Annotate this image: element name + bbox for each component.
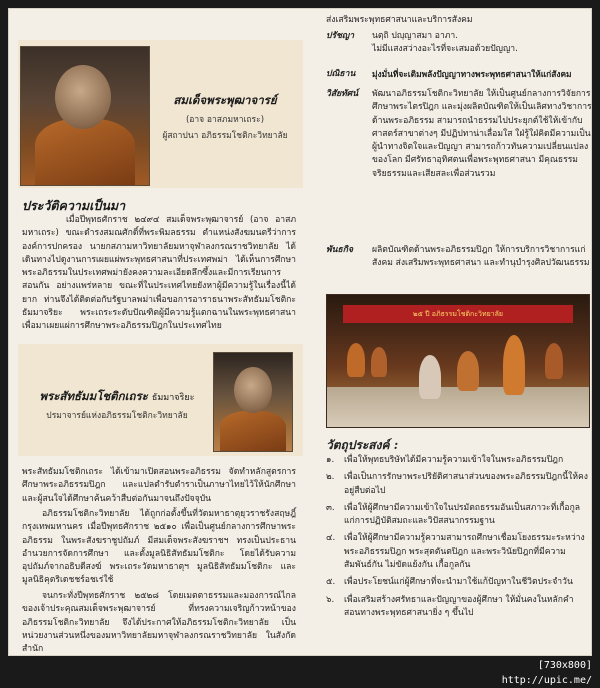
ceremony-photo [326,294,590,428]
vision-text: พัฒนาอภิธรรมโชติกะวิทยาลัย ให้เป็นศูนย์กลางการวิจัยการศึกษาพระไตรปิฎก และมุ่งผลิตบัณฑิตให้เป็นเลิศทางวิชาการด้านพระอภิธรรม สามารถนำธรรมไปประยุกต์ใช้ให้เข้ากับศาสตร์สาขาต่างๆ มีปฏิปทาน่าเลื่อมใส ใฝ่รู้ใฝ่คิดมีความเป็นผู้นำทางจิตใจและปัญญา สามารถก้าวทันความเปลี่ยนแปลงของโลก มีศรัทธาอุทิศตนเพื่อพระพุทธศาสนา มีคุณธรรมจริยธรรมและเสียสละเพื่อส่วนรวม [372,88,592,181]
mission-row [326,244,592,274]
vision-row [326,88,592,228]
founder-name: สมเด็จพระพุฒาจารย์ [150,92,300,110]
left-column [8,8,308,656]
history-paragraph-3: อภิธรรมโชติกะวิทยาลัย ได้ถูกก่อตั้งขึ้นที่วัดมหาธาตุยุวราชรังสฤษฎิ์ กรุงเทพมหานคร เมื่อปีพุทธศักราช ๒๕๑๐ เพื่อเป็นศูนย์กลางการศึกษาพระอภิธรรม ในพระสังฆราชูปถัมภ์ มีสมเด็จพระสังฆราชฯ ทรงเป็นประธานอำนวยการจัดการศึกษา และตั้งมูลนิธิสัทธัมมโชติกะ โดยได้รับความอุปถัมภ์จากอธิบดีสงฆ์ พระเถระวัดมหาธาตุฯ มูลนิธิสัทธัมมโชติกะ และมูลนิธิคุตริเดชชร์อชเร่ใช้ [22,508,296,588]
robe-shape [220,411,286,451]
top-continuation: ส่งเสริมพระพุทธศาสนาและบริการสังคม [326,14,588,27]
teacher-role: ปรมาจารย์แห่งอภิธรรมโชติกะวิทยาลัย [24,408,210,422]
mission-text: ผลิตบัณฑิตด้านพระอภิธรรมปิฎก ให้การบริการวิชาการแก่สังคม ส่งเสริมพระพุทธศาสนา และทำนุบำรุงศิลปวัฒนธรรม [372,244,592,271]
founder-alias: (อาจ อาสภมหาเถระ) [150,112,300,126]
history-title: ประวัติความเป็นมา [22,196,125,216]
vision-label: วิสัยทัศน์ [326,88,368,101]
objective-item: ๒. เพื่อเป็นการรักษาพระปริยัติศาสนาส่วนของพระอภิธรรมปิฎกนี้ให้คงอยู่สืบต่อไป [326,471,588,498]
philosophy-text: นตฺถิ ปญฺญาสมา อาภา. [372,31,458,41]
philosophy-row [326,30,592,60]
photo-banner: ๒๕ ปี อภิธรรมโชติกะวิทยาลัย [343,305,573,323]
objective-item: ๔. เพื่อให้ผู้ศึกษามีความรู้ความสามารถศึกษาเชื่อมโยงธรรมะระหว่างพระอภิธรรมปิฎก พระสุตตันตปิฎก และพระวินัยปิฎกที่มีความสัมพันธ์กัน ไม่ขัดแย้งกัน เกื้อกูลกัน [326,532,588,572]
document-page [8,8,592,656]
resolve-text: มุ่งมั่นที่จะเติมพลังปัญญาทางพระพุทธศาสนาให้แก่สังคม [372,68,592,81]
objective-item: ๖. เพื่อเสริมสร้างศรัทธาและปัญญาของผู้ศึกษา ให้มั่นคงในหลักคำสอนทางพระพุทธศาสนายิ่ง ๆ ขึ้นไป [326,594,588,621]
mission-label: พันธกิจ [326,244,368,257]
face-shape [234,367,272,413]
history-paragraph-4: จนกระทั่งปีพุทธศักราช ๒๕๒๘ โดยเมตตาธรรมและมองการณ์ไกลของเจ้าประคุณสมเด็จพระพุฒาจารย์ ที่ทรงความเจริญก้าวหน้าของอภิธรรมโชติกะวิทยาลัย จึงได้ประกาศให้อภิธรรมโชติกะวิทยาลัย เป็นหน่วยงานส่วนหนึ่งของมหาวิทยาลัยมหาจุฬาลงกรณราชวิทยาลัย ในสังกัดสำนัก [22,590,296,656]
resolve-row [326,68,592,84]
history-paragraph-2: พระสัทธัมมโชติกเถระ ได้เข้ามาเปิดสอนพระอภิธรรม จัดทำหลักสูตรการศึกษาพระอภิธรรมปิฎก และแปลตำรับตำราเป็นภาษาไทยไว้ให้นักศึกษาและผู้สนใจได้ศึกษาค้นคว้าสืบต่อกันมาจนถึงปัจจุบัน [22,466,296,506]
teacher-title-suffix: ธัมมาจริยะ [152,393,195,403]
founder-role: ผู้สถาปนา อภิธรรมโชติกะวิทยาลัย [150,128,300,142]
teacher-name: พระสัทธัมมโชติกเถระ [39,389,147,403]
face-shape [55,65,111,129]
resolve-label: ปณิธาน [326,68,368,81]
founder-photo [20,46,150,186]
objectives-title: วัตถุประสงค์ : [326,436,398,455]
objective-item: ๕. เพื่อประโยชน์แก่ผู้ศึกษาที่จะนำมาใช้แก้ปัญหาในชีวิตประจำวัน [326,576,588,589]
figure-shape [503,335,525,395]
objective-item: ๓. เพื่อให้ผู้ศึกษามีความเข้าใจในปรมัตถธรรมอันเป็นสภาวะที่เกื้อกูลแก่การปฏิบัติสมถะและวิปัสสนากรรมฐาน [326,502,588,529]
objective-item: ๑. เพื่อให้พุทธบริษัทได้มีความรู้ความเข้าใจในพระอภิธรรมปิฎก [326,454,588,467]
founder-caption [150,92,300,142]
philosophy-translation: ไม่มีแสงสว่างอะไรที่จะเสมอด้วยปัญญา. [372,44,518,54]
figure-shape [457,351,479,391]
figure-shape [371,347,387,377]
teacher-photo [213,352,293,452]
teacher-caption [24,388,210,422]
floor-shape [327,387,589,427]
history-paragraph-1: เมื่อปีพุทธศักราช ๒๔๙๔ สมเด็จพระพุฒาจารย์ (อาจ อาสภมหาเถระ) ขณะดำรงสมณศักดิ์ที่พระพิมลธรรม ตำแหน่งสังฆมนตรีว่าการองค์การปกครอง นายกสภามหาวิทยาลัยมหาจุฬาลงกรณราชวิทยาลัย ได้เดินทางไปดูงานการเผยแผ่พระพุทธศาสนาที่ประเทศพม่า ได้เห็นการศึกษาพระอภิธรรมในประเทศพม่ายังคงความละเอียดลึกซึ้งและมีการเรียนการสอนกัน อย่างแพร่หลาย ขณะที่ในประเทศไทยยังหาผู้มีความรู้ในเรื่องนี้ได้ยาก ท่านจึงได้ติดต่อกับรัฐบาลพม่าเพื่อขอการอาราธนาพระสัทธัมมโชติกะ ธัมมาจริยะ พระเถระระดับปัณฑิตผู้มีความรู้แตกฉานในพระพุทธศาสนา เพื่อมาเผยแผ่การศึกษาพระอภิธรรมปิฎกในประเทศไทย [22,214,296,334]
philosophy-label: ปรัชญา [326,30,368,43]
figure-shape [347,343,365,377]
objectives-list [326,454,588,624]
right-column [316,8,592,656]
figure-shape [419,355,441,399]
figure-shape [545,343,563,379]
image-host-footer: [730x800] [442,658,592,673]
